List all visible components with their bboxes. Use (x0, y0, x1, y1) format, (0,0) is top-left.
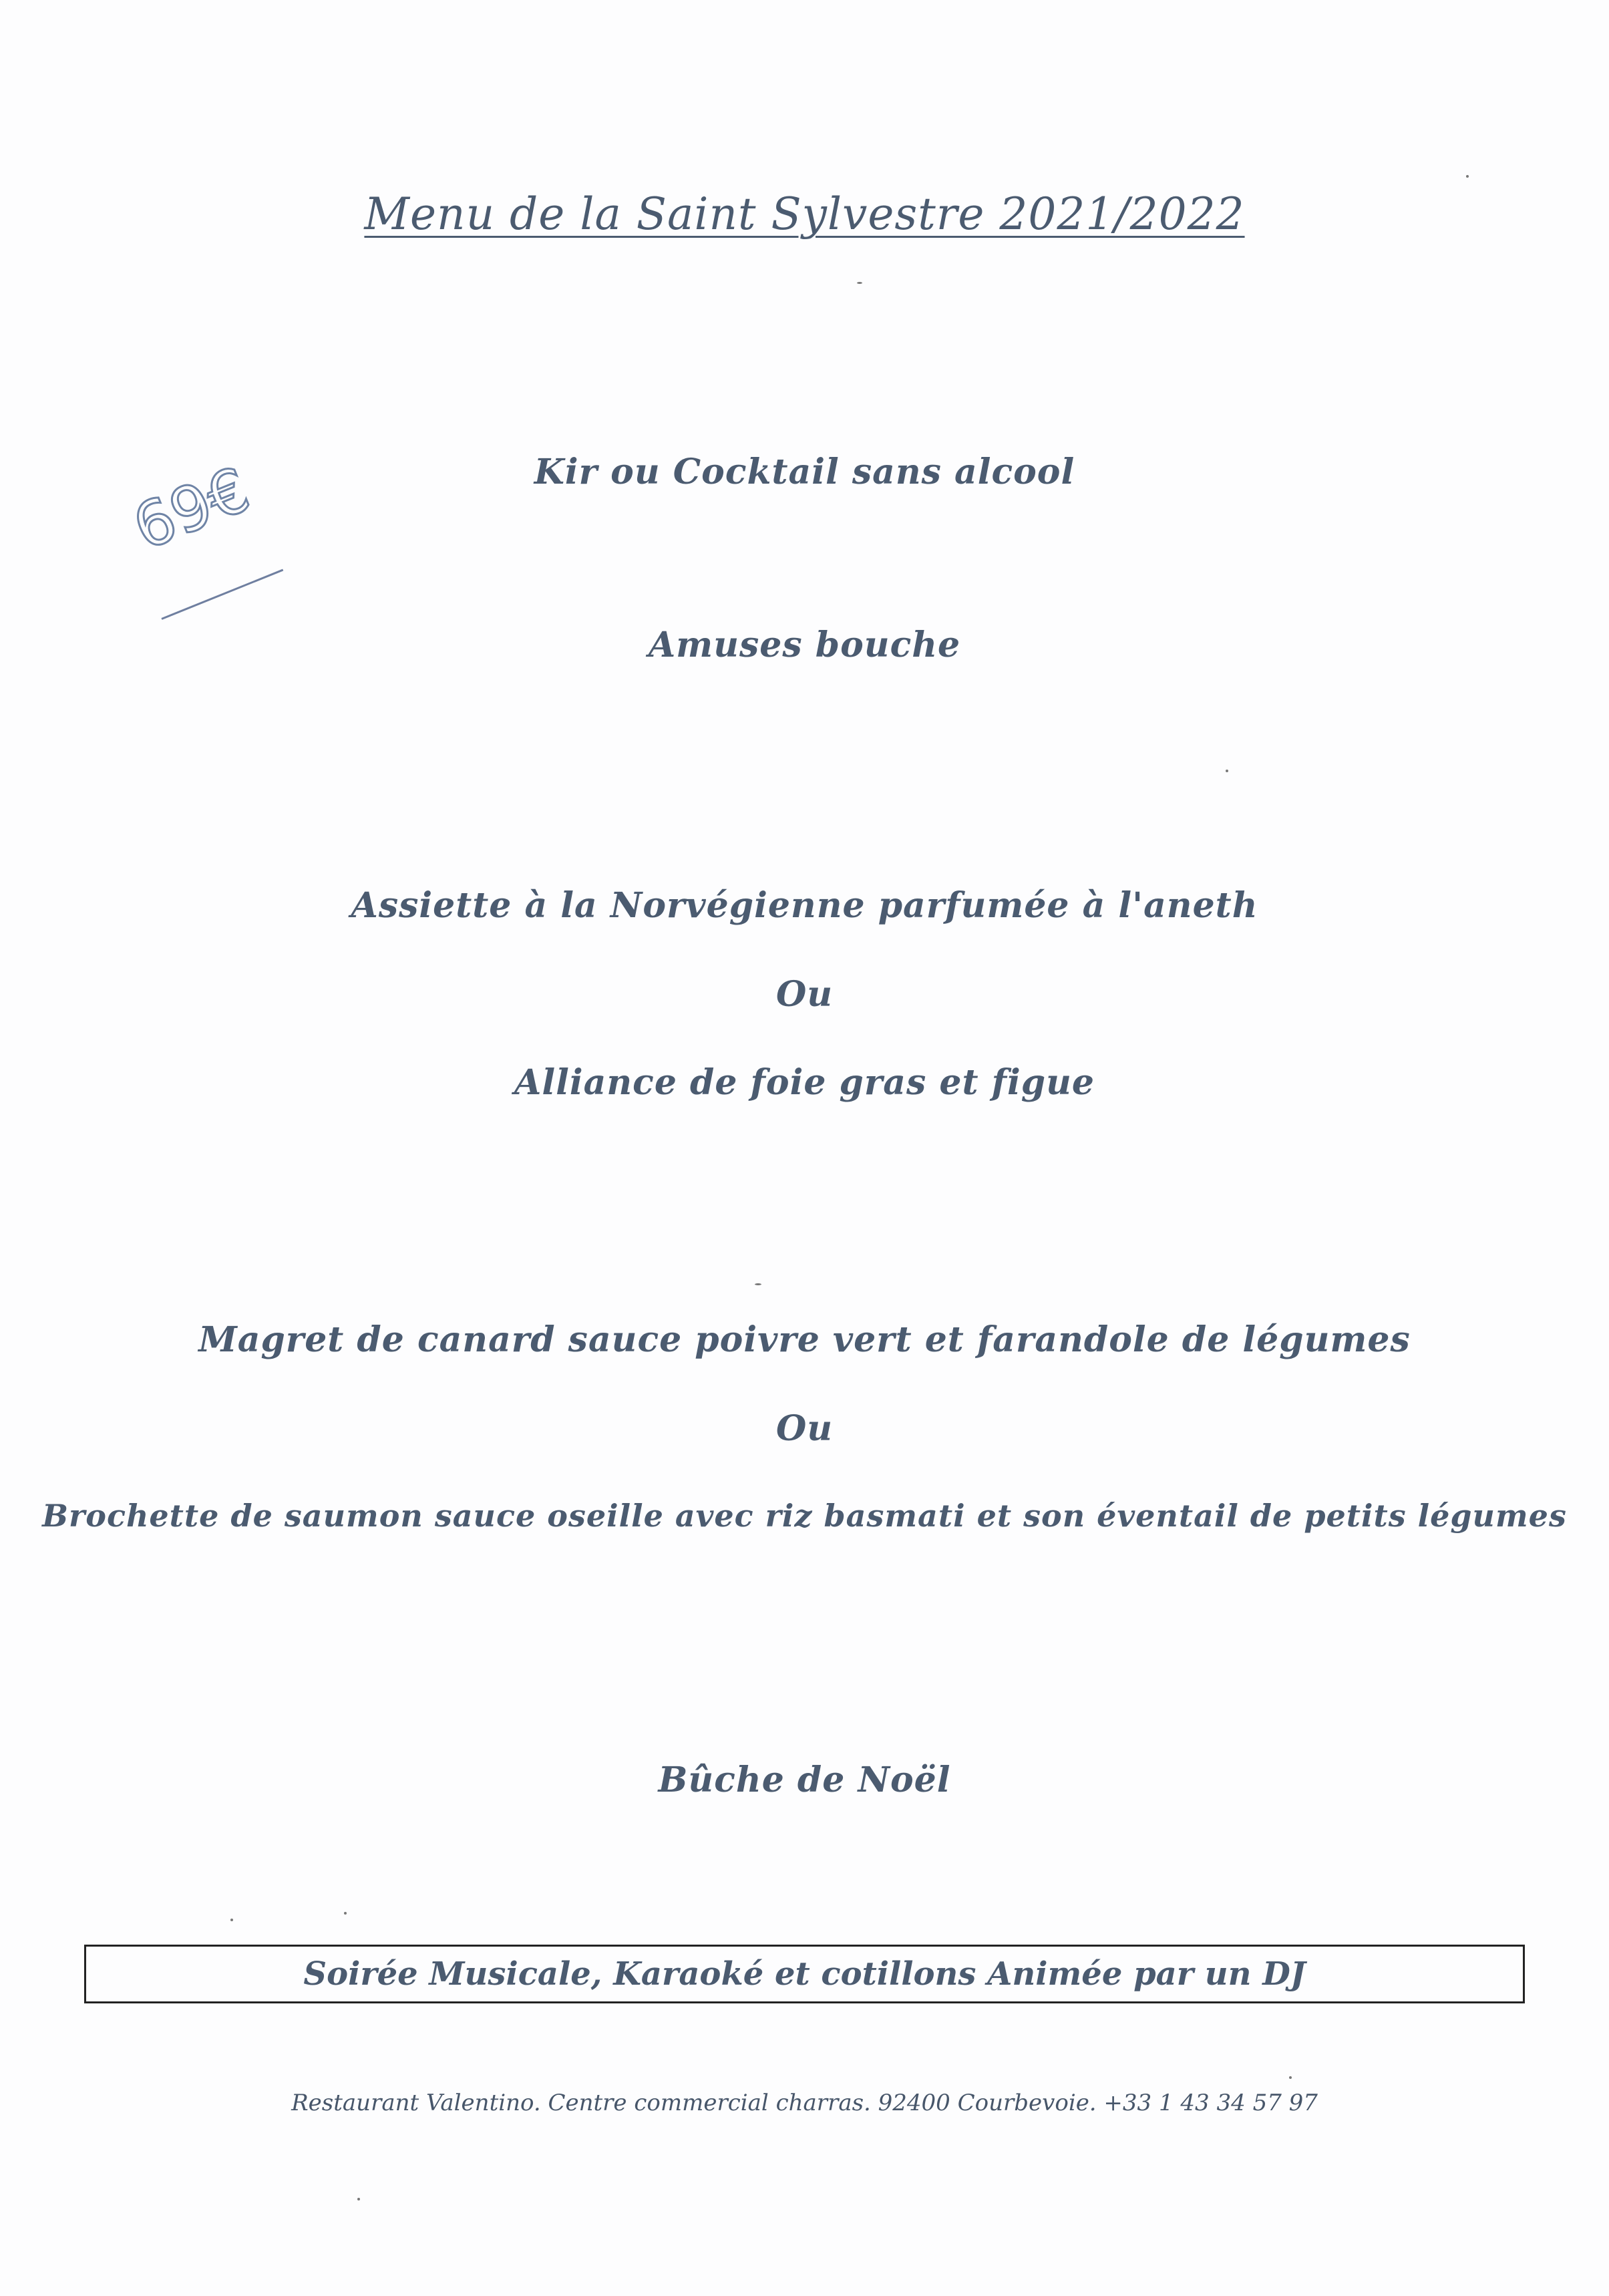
price-tag: 69€ (124, 454, 259, 564)
main-or: Ou (775, 1408, 834, 1449)
main-option-2: Brochette de saumon sauce oseille avec riz basmati et son éventail de petits légumes (42, 1498, 1567, 1534)
scan-speck (1226, 770, 1228, 772)
starter-option-1: Assiette à la Norvégienne parfumée à l'aneth (351, 885, 1258, 926)
scan-speck (357, 2198, 360, 2200)
scan-speck (1466, 175, 1469, 178)
scan-speck (230, 1919, 233, 1921)
main-option-1: Magret de canard sauce poivre vert et farandole de légumes (198, 1319, 1411, 1360)
amuses-bouche-item: Amuses bouche (648, 625, 961, 665)
scan-speck (755, 1283, 761, 1285)
starter-option-2: Alliance de foie gras et figue (514, 1062, 1095, 1103)
dessert-item: Bûche de Noël (658, 1760, 951, 1800)
aperitif-item: Kir ou Cocktail sans alcool (534, 452, 1075, 492)
entertainment-text: Soirée Musicale, Karaoké et cotillons Animée par un DJ (303, 1955, 1306, 1993)
restaurant-address: Restaurant Valentino. Centre commercial charras. 92400 Courbevoie. +33 1 43 34 57 97 (291, 2090, 1318, 2116)
price-underline (161, 569, 283, 620)
menu-title: Menu de la Saint Sylvestre 2021/2022 (364, 188, 1245, 240)
scan-speck (344, 1912, 347, 1915)
starter-or: Ou (775, 974, 834, 1015)
entertainment-box (84, 1945, 1525, 2003)
scan-speck (857, 282, 862, 284)
scan-speck (1289, 2076, 1292, 2079)
